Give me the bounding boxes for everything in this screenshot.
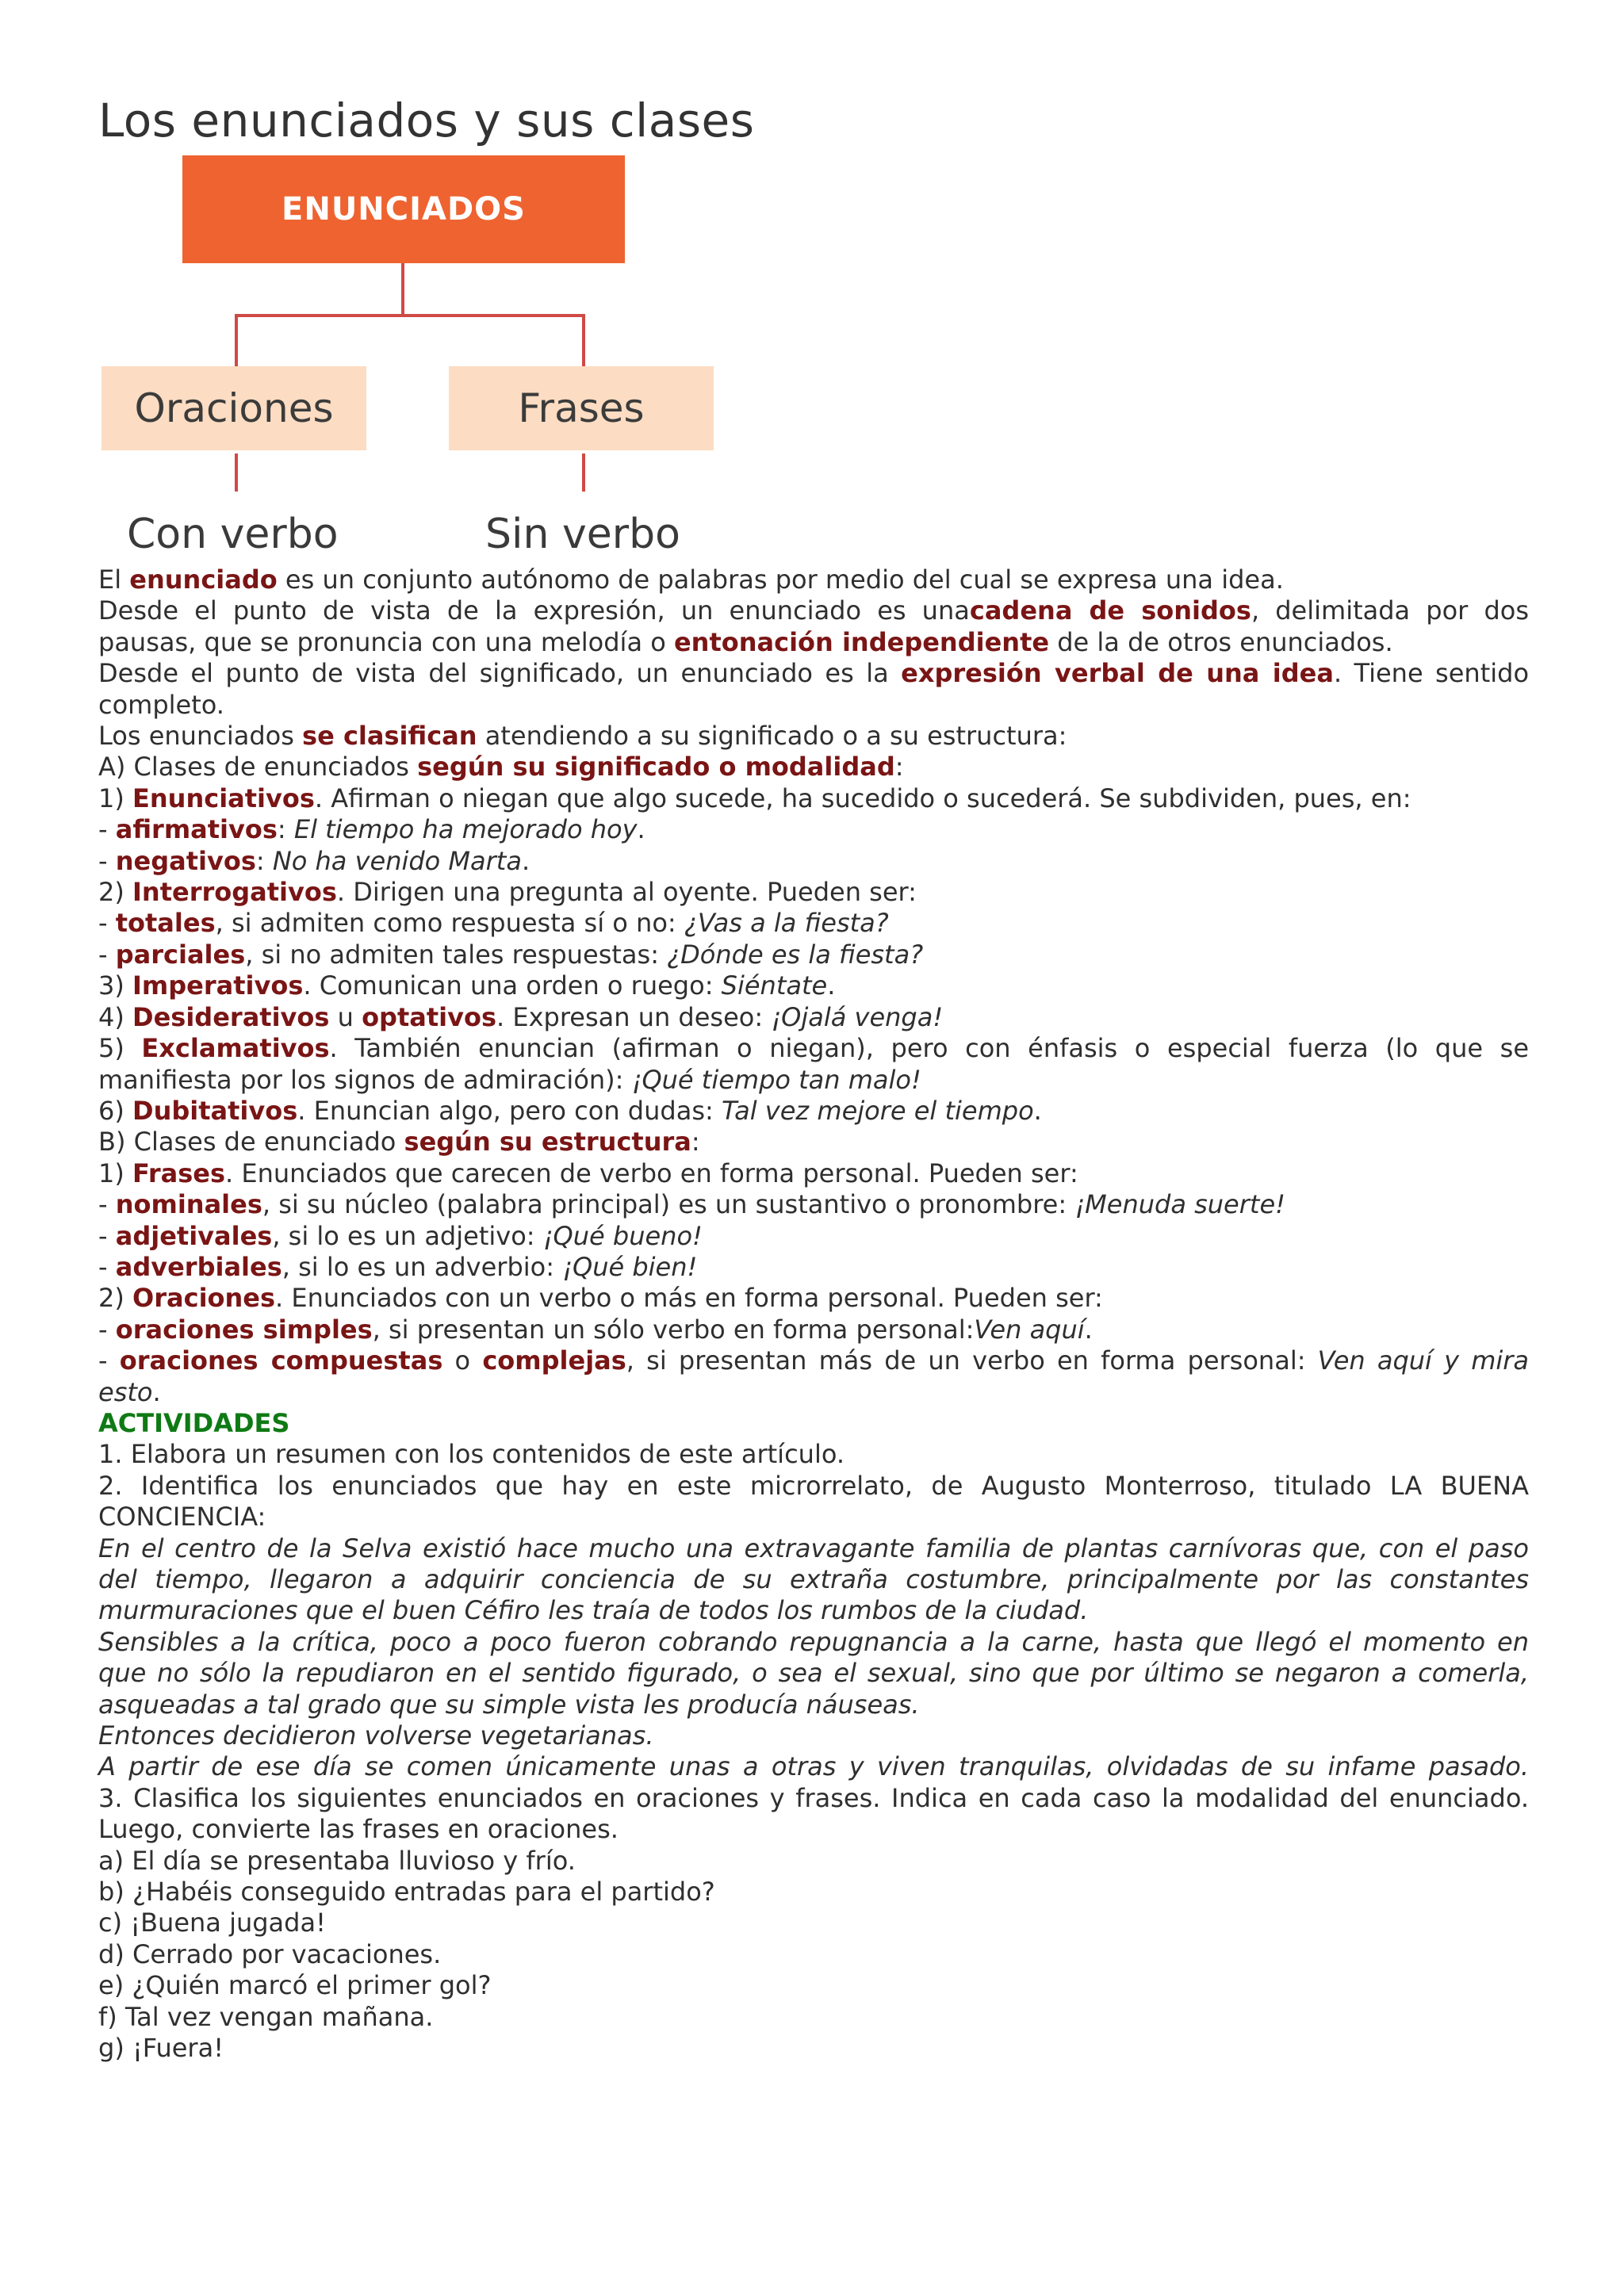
keyword: entonación independiente	[673, 626, 1050, 657]
keyword: según su significado o modalidad	[417, 752, 895, 783]
activity-2: 2. Identifica los enunciados que hay en este microrrelato, de Augusto Monterroso, titulado LA BUENA	[98, 1470, 1529, 1501]
keyword: según su estructura	[404, 1127, 691, 1158]
list-item: 1) Frases. Enunciados que carecen de verbo en forma personal. Pueden ser:	[98, 1158, 1078, 1188]
story-line: del tiempo, llegaron a adquirir conciencia de su extraña costumbre, principalmente por las constantes	[98, 1564, 1529, 1594]
keyword: negativos	[115, 845, 256, 876]
sin-verbo-label: Sin verbo	[485, 511, 680, 558]
article-body	[98, 564, 1529, 2064]
list-item-continued: manifiesta por los signos de admiración): ¡Qué tiempo tan malo!	[98, 1064, 921, 1095]
keyword: adjetivales	[115, 1220, 273, 1251]
activity-3: 3. Clasifica los siguientes enunciados en oraciones y frases. Indica en cada caso la modalidad del enunciado.	[98, 1782, 1529, 1813]
intro-line: Los enunciados se clasifican atendiendo a su significado o a su estructura:	[98, 721, 1067, 752]
story-line: murmuraciones que el buen Céfiro les traía de todos los rumbos de la ciudad.	[98, 1595, 1089, 1626]
section-a-heading: A) Clases de enunciados según su significado o modalidad:	[98, 752, 904, 783]
keyword: optativos	[362, 1001, 496, 1032]
intro-line: Desde el punto de vista del significado, un enunciado es la expresión verbal de una idea. Tiene sentido	[98, 658, 1530, 689]
section-b-heading: B) Clases de enunciado según su estructura:	[98, 1127, 700, 1158]
keyword: adverbiales	[115, 1251, 282, 1282]
exercise-item: b) ¿Habéis conseguido entradas para el partido?	[98, 1877, 715, 1908]
story-line: En el centro de la Selva existió hace mucho una extravagante familia de plantas carnívoras que, con el paso	[98, 1533, 1529, 1563]
keyword: Imperativos	[132, 970, 304, 1001]
list-item: 2) Oraciones. Enunciados con un verbo o más en forma personal. Pueden ser:	[98, 1283, 1103, 1314]
diagram-root-box: ENUNCIADOS	[182, 155, 625, 263]
intro-line: Desde el punto de vista de la expresión, un enunciado es unacadena de sonidos, delimitada por dos	[98, 595, 1530, 626]
oraciones-box: Oraciones	[102, 366, 366, 450]
exercise-item: a) El día se presentaba lluvioso y frío.	[98, 1845, 576, 1876]
list-item-continued: esto.	[98, 1376, 161, 1407]
keyword: parciales	[115, 939, 246, 970]
list-item: 6) Dubitativos. Enuncian algo, pero con dudas: Tal vez mejore el tiempo.	[98, 1095, 1042, 1126]
connector-line	[401, 263, 404, 316]
list-item: 2) Interrogativos. Dirigen una pregunta al oyente. Pueden ser:	[98, 877, 917, 908]
exercise-item: c) ¡Buena jugada!	[98, 1908, 326, 1938]
list-item: 5) Exclamativos. También enuncian (afirman o niegan), pero con énfasis o especial fuerza (lo que se	[98, 1033, 1529, 1064]
keyword: complejas	[482, 1345, 626, 1376]
keyword: cadena de sonidos	[969, 595, 1251, 626]
list-item: - afirmativos: El tiempo ha mejorado hoy.	[98, 814, 645, 845]
list-item: - nominales, si su núcleo (palabra principal) es un sustantivo o pronombre: ¡Menuda suerte!	[98, 1189, 1285, 1220]
list-item: - oraciones simples, si presentan un sólo verbo en forma personal:Ven aquí.	[98, 1314, 1093, 1345]
intro-line: pausas, que se pronuncia con una melodía o entonación independiente de la de otros enunciados.	[98, 626, 1393, 657]
list-item: - parciales, si no admiten tales respuestas: ¿Dónde es la fiesta?	[98, 939, 924, 970]
keyword: Oraciones	[132, 1283, 276, 1314]
connector-line	[235, 453, 238, 492]
keyword: afirmativos	[115, 814, 278, 845]
page-title: Los enunciados y sus clases	[98, 94, 755, 147]
intro-line: completo.	[98, 689, 224, 720]
enunciados-diagram	[98, 155, 717, 568]
keyword: Interrogativos	[132, 877, 337, 908]
keyword: Exclamativos	[141, 1033, 330, 1064]
activities-heading: ACTIVIDADES	[98, 1407, 290, 1438]
keyword: Enunciativos	[132, 783, 315, 813]
keyword: Desiderativos	[132, 1001, 330, 1032]
list-item: - adverbiales, si lo es un adverbio: ¡Qué bien!	[98, 1251, 698, 1282]
exercise-item: g) ¡Fuera!	[98, 2033, 224, 2064]
list-item: - oraciones compuestas o complejas, si presentan más de un verbo en forma personal: Ven aquí y mira	[98, 1345, 1530, 1376]
connector-line	[582, 314, 585, 366]
list-item: 4) Desiderativos u optativos. Expresan un deseo: ¡Ojalá venga!	[98, 1001, 944, 1032]
activity-1: 1. Elabora un resumen con los contenidos de este artículo.	[98, 1439, 845, 1470]
connector-line	[235, 314, 238, 366]
activity-2-continued: CONCIENCIA:	[98, 1502, 266, 1533]
story-line: asqueadas a tal grado que su simple vista les producía náuseas.	[98, 1689, 920, 1720]
keyword: oraciones simples	[115, 1314, 373, 1345]
story-line: Entonces decidieron volverse vegetarianas.	[98, 1720, 654, 1751]
keyword: Frases	[132, 1158, 225, 1188]
keyword: oraciones compuestas	[119, 1345, 443, 1376]
list-item: - adjetivales, si lo es un adjetivo: ¡Qué bueno!	[98, 1220, 703, 1251]
keyword: nominales	[115, 1189, 262, 1220]
list-item: 3) Imperativos. Comunican una orden o ruego: Siéntate.	[98, 970, 836, 1001]
keyword: totales	[115, 908, 216, 939]
connector-line	[235, 314, 585, 317]
connector-line	[582, 453, 585, 492]
keyword: expresión verbal de una idea	[901, 658, 1334, 689]
con-verbo-label: Con verbo	[127, 511, 339, 558]
story-line: A partir de ese día se comen únicamente unas a otras y viven tranquilas, olvidadas de su infame pasado.	[98, 1751, 1529, 1782]
exercise-item: d) Cerrado por vacaciones.	[98, 1938, 442, 1969]
story-line: Sensibles a la crítica, poco a poco fueron cobrando repugnancia a la carne, hasta que llegó el momento en	[98, 1626, 1529, 1657]
list-item: - totales, si admiten como respuesta sí o no: ¿Vas a la fiesta?	[98, 908, 889, 939]
list-item: - negativos: No ha venido Marta.	[98, 845, 530, 876]
keyword: Dubitativos	[132, 1095, 298, 1126]
intro-line: El enunciado es un conjunto autónomo de palabras por medio del cual se expresa una idea.	[98, 564, 1284, 595]
exercise-item: f) Tal vez vengan mañana.	[98, 2001, 434, 2032]
exercise-item: e) ¿Quién marcó el primer gol?	[98, 1970, 492, 2001]
activity-3-continued: Luego, convierte las frases en oraciones.	[98, 1814, 619, 1845]
keyword: enunciado	[129, 564, 278, 595]
frases-box: Frases	[449, 366, 714, 450]
keyword: se clasifican	[302, 721, 477, 752]
list-item: 1) Enunciativos. Afirman o niegan que algo sucede, ha sucedido o sucederá. Se subdividen, pues, en:	[98, 783, 1411, 813]
story-line: que no sólo la repudiaron en el sentido figurado, o sea el sexual, sino que por último se negaron a comerla,	[98, 1658, 1529, 1689]
